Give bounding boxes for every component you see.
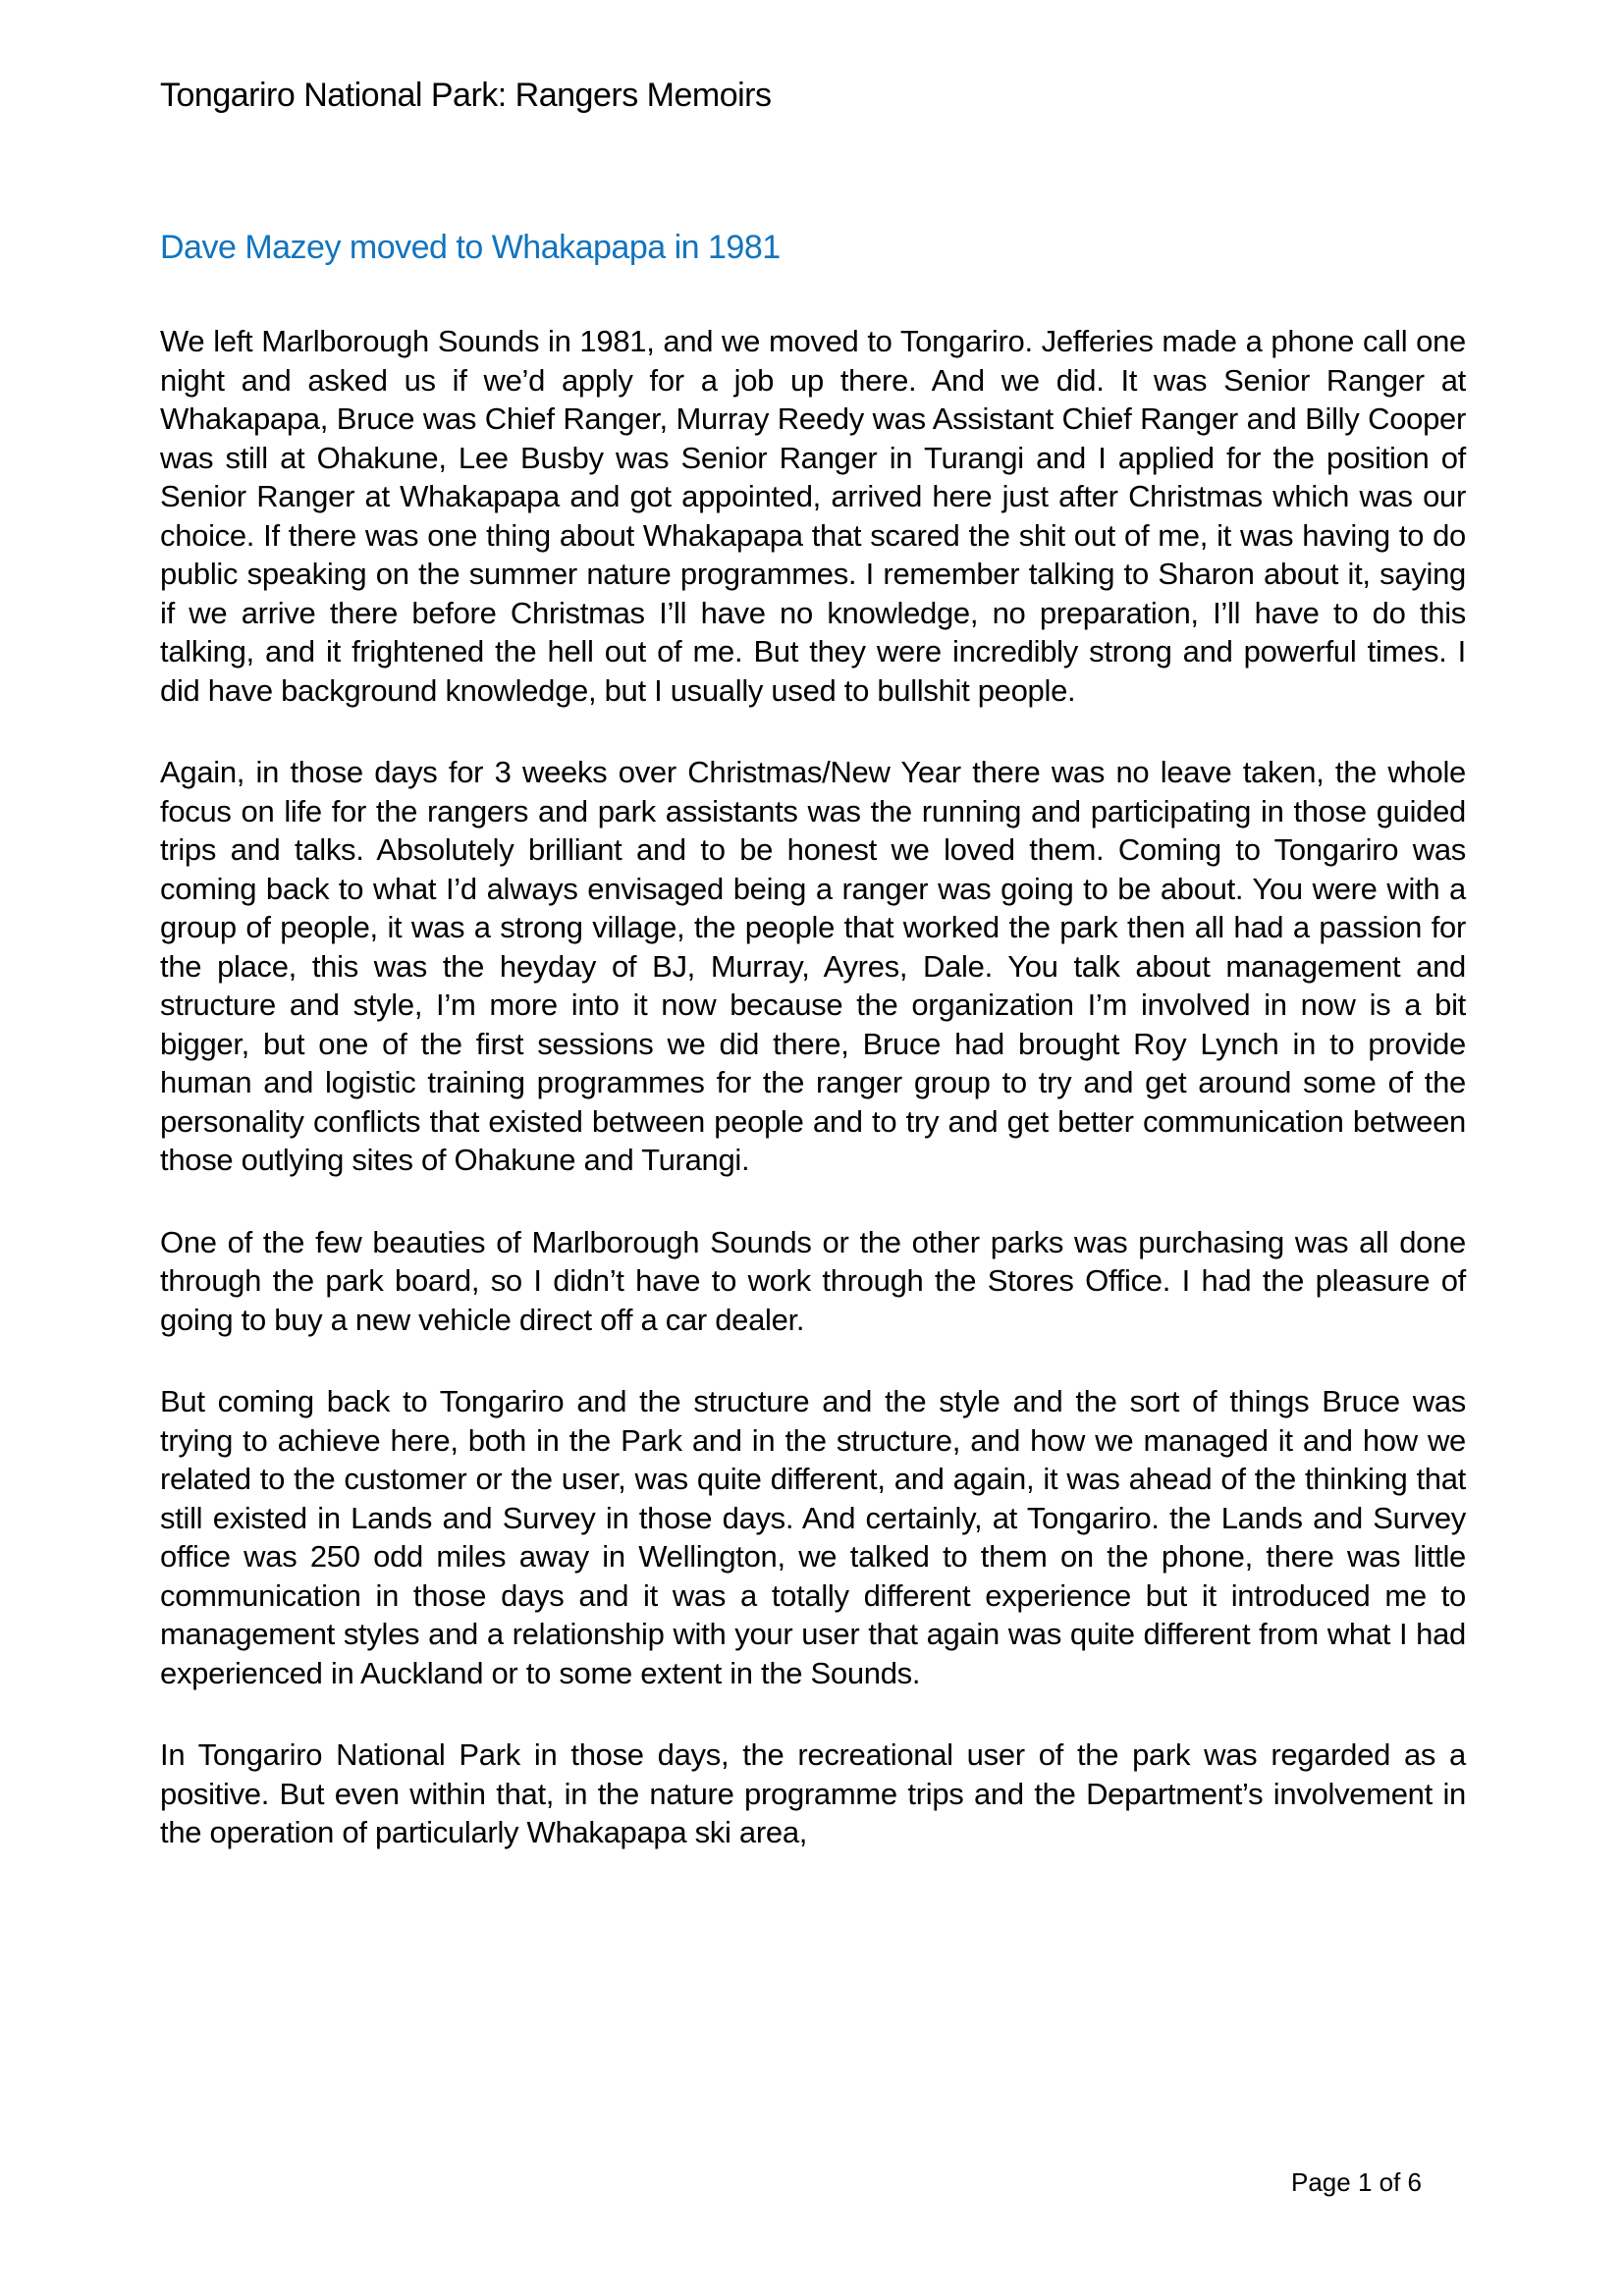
- section-heading: Dave Mazey moved to Whakapapa in 1981: [160, 229, 781, 266]
- paragraph-1: We left Marlborough Sounds in 1981, and we moved to Tongariro. Jefferies made a phone call one night and asked us if we’d apply for a job up there. And we did. It was Senior Ranger at Whakapapa, Bruce was Chief Ranger, Murray Reedy was Assistant Chief Ranger and Billy Cooper was still at Ohakune, Lee Busby was Senior Ranger in Turangi and I applied for the position of Senior Ranger at Whakapapa and got appointed, arrived here just after Christmas which was our choice. If there was one thing about Whakapapa that scared the shit out of me, it was having to do public speaking on the summer nature programmes. I remember talking to Sharon about it, saying if we arrive there before Christmas I’ll have no knowledge, no preparation, I’ll have to do this talking, and it frightened the hell out of me. But they were incredibly strong and powerful times. I did have background knowledge, but I usually used to bullshit people.: [160, 324, 1466, 708]
- page-number: Page 1 of 6: [1291, 2167, 1422, 2197]
- document-title: Tongariro National Park: Rangers Memoirs: [160, 77, 772, 114]
- document-body: [160, 322, 1466, 1852]
- paragraph-5: In Tongariro National Park in those days, the recreational user of the park was regarded as a positive. But even within that, in the nature programme trips and the Department’s involvement in the operation of particularly Whakapapa ski area,: [160, 1737, 1466, 1849]
- paragraph-4: But coming back to Tongariro and the structure and the style and the sort of things Bruce was trying to achieve here, both in the Park and in the structure, and how we managed it and how we related to the customer or the user, was quite different, and again, it was ahead of the thinking that still existed in Lands and Survey in those days. And certainly, at Tongariro. the Lands and Survey office was 250 odd miles away in Wellington, we talked to them on the phone, there was little communication in those days and it was a totally different experience but it introduced me to management styles and a relationship with your user that again was quite different from what I had experienced in Auckland or to some extent in the Sounds.: [160, 1384, 1466, 1690]
- paragraph-2: Again, in those days for 3 weeks over Christmas/New Year there was no leave taken, the whole focus on life for the rangers and park assistants was the running and participating in those guided trips and talks. Absolutely brilliant and to be honest we loved them. Coming to Tongariro was coming back to what I’d always envisaged being a ranger was going to be about. You were with a group of people, it was a strong village, the people that worked the park then all had a passion for the place, this was the heyday of BJ, Murray, Ayres, Dale. You talk about management and structure and style, I’m more into it now because the organization I’m involved in now is a bit bigger, but one of the first sessions we did there, Bruce had brought Roy Lynch in to provide human and logistic training programmes for the ranger group to try and get around some of the personality conflicts that existed between people and to try and get better communication between those outlying sites of Ohakune and Turangi.: [160, 755, 1466, 1177]
- paragraph-3: One of the few beauties of Marlborough Sounds or the other parks was purchasing was all done through the park board, so I didn’t have to work through the Stores Office. I had the pleasure of going to buy a new vehicle direct off a car dealer.: [160, 1224, 1466, 1337]
